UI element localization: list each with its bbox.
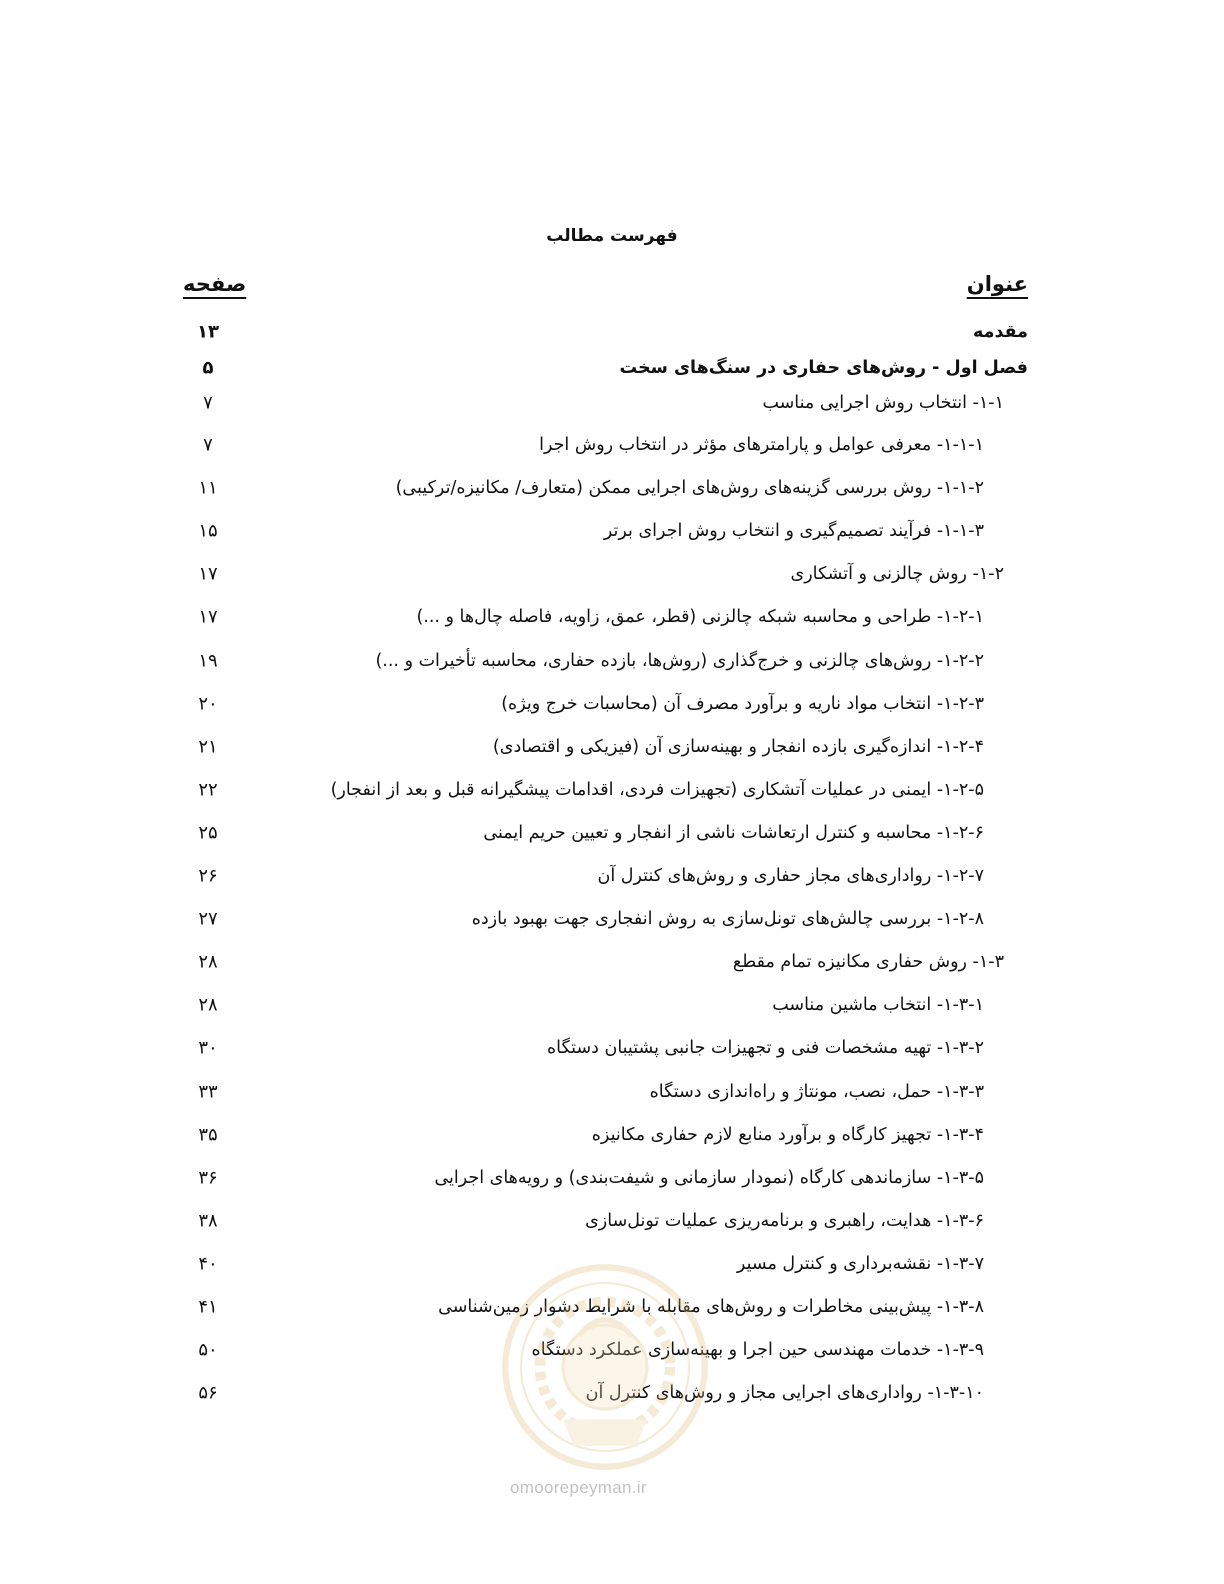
toc-entry (0, 644, 1224, 678)
toc-entry-page: ۴۰ (198, 1253, 218, 1275)
toc-entry-title: ۱-۱- انتخاب روش اجرایی مناسب (762, 393, 1004, 413)
toc-entry (0, 902, 1224, 936)
toc-entry-title: ۱-۲-۵- ایمنی در عملیات آتشکاری (تجهیزات فردی، اقدامات پیشگیرانه قبل و بعد از انفجار) (330, 779, 984, 800)
toc-entry-title: ۱-۳-۴- تجهیز کارگاه و برآورد منابع لازم حفاری مکانیزه (591, 1124, 984, 1145)
toc-entry-title: ۱-۲-۸- بررسی چالش‌های تونل‌سازی به روش انفجاری جهت بهبود بازده (471, 909, 984, 930)
toc-entry-page: ۳۶ (198, 1167, 218, 1189)
toc-entry-page: ۷ (203, 392, 213, 414)
toc-entry (0, 600, 1224, 634)
toc-entry-title: ۱-۲-۴- اندازه‌گیری بازده انفجار و بهینه‌سازی آن (فیزیکی و اقتصادی) (492, 736, 984, 757)
toc-entry-page: ۴۱ (198, 1296, 218, 1318)
toc-entry-title: ۱-۳-۹- خدمات مهندسی حین اجرا و بهینه‌سازی عملکرد دستگاه (531, 1340, 984, 1361)
toc-entry-title: ۱-۳-۵- سازماندهی کارگاه (نمودار سازمانی و شیفت‌بندی) و رویه‌های اجرایی (434, 1167, 984, 1188)
toc-entry (0, 351, 1224, 385)
watermark-seal-icon (500, 1262, 710, 1472)
toc-entry-title: ۱-۱-۱- معرفی عوامل و پارامترهای مؤثر در انتخاب روش اجرا (539, 435, 984, 455)
toc-entry-title: ۱-۱-۳- فرآیند تصمیم‌گیری و انتخاب روش اجرای برتر (603, 521, 984, 542)
toc-entry-title: ۱-۲-۲- روش‌های چالزنی و خرج‌گذاری (روش‌ها، بازده حفاری، محاسبه تأخیرات و ...) (375, 650, 984, 671)
toc-entry (0, 1075, 1224, 1109)
toc-entry-page: ۳۸ (198, 1210, 218, 1232)
toc-entry (0, 1031, 1224, 1065)
toc-entry-title: ۱-۲-۷- رواداری‌های مجاز حفاری و روش‌های کنترل آن (597, 866, 984, 886)
toc-entry-title: ۱-۳-۱- انتخاب ماشین مناسب (772, 995, 984, 1016)
toc-entry (0, 730, 1224, 764)
toc-entry (0, 1204, 1224, 1238)
toc-entry-page: ۱۵ (198, 520, 218, 542)
toc-entry-page: ۳۵ (198, 1124, 218, 1146)
toc-entry-page: ۲۷ (198, 908, 218, 930)
toc-entry-title: ۱-۲- روش چالزنی و آتشکاری (790, 564, 1004, 585)
toc-entry-page: ۲۶ (198, 865, 218, 887)
toc-entry-title: ۱-۳-۶- هدایت، راهبری و برنامه‌ریزی عملیات تونل‌سازی (585, 1210, 984, 1231)
toc-entry-title: فصل اول - روش‌های حفاری در سنگ‌های سخت (619, 358, 1028, 378)
toc-entry-title: ۱-۳-۲- تهیه مشخصات فنی و تجهیزات جانبی پشتیبان دستگاه (547, 1038, 984, 1059)
toc-entry-page: ۵۰ (198, 1339, 218, 1361)
toc-entry-title: ۱-۳-۸- پیش‌بینی مخاطرات و روش‌های مقابله با شرایط دشوار زمین‌شناسی (438, 1297, 984, 1317)
toc-entry-title: ۱-۱-۲- روش بررسی گزینه‌های روش‌های اجرایی ممکن (متعارف/ مکانیزه/ترکیبی) (395, 478, 984, 499)
toc-entry (0, 816, 1224, 850)
toc-entry (0, 988, 1224, 1022)
toc-entry-page: ۷ (203, 434, 213, 456)
toc-entry-page: ۲۸ (198, 994, 218, 1016)
toc-entry-page: ۵ (202, 357, 214, 379)
toc-entry-title: مقدمه (973, 322, 1028, 342)
toc-entry-page: ۳۰ (198, 1037, 218, 1059)
toc-entry (0, 1118, 1224, 1152)
toc-entry-page: ۳۳ (198, 1081, 218, 1102)
toc-entry-page: ۱۱ (198, 477, 218, 499)
toc-entry-page: ۱۷ (198, 606, 218, 628)
toc-entry (0, 1161, 1224, 1195)
toc-entry (0, 859, 1224, 893)
toc-entry-page: ۱۳ (197, 321, 219, 343)
toc-entry-page: ۱۷ (198, 563, 218, 585)
column-header-page: صفحه (183, 272, 247, 296)
toc-entry-title: ۱-۲-۳- انتخاب مواد ناریه و برآورد مصرف آن (محاسبات خرج ویژه) (501, 693, 984, 714)
column-header-topic: عنوان (966, 272, 1028, 296)
toc-entry-page: ۲۵ (198, 822, 218, 844)
toc-entry-page: ۲۲ (198, 779, 218, 801)
toc-entry-title: ۱-۳- روش حفاری مکانیزه تمام مقطع (732, 952, 1004, 973)
toc-entry (0, 557, 1224, 591)
watermark-site-label: omoorepeyman.ir (510, 1478, 647, 1497)
toc-entry (0, 945, 1224, 979)
toc-entry-title: ۱-۳-۱۰- رواداری‌های اجرایی مجاز و روش‌های کنترل آن (585, 1383, 984, 1404)
toc-entry-title: ۱-۳-۳- حمل، نصب، مونتاژ و راه‌اندازی دستگاه (649, 1081, 984, 1102)
toc-entry-page: ۲۰ (198, 693, 218, 715)
toc-entry (0, 428, 1224, 462)
toc-entry-page: ۱۹ (198, 650, 218, 671)
toc-entry (0, 315, 1224, 349)
toc-entry-title: ۱-۲-۱- طراحی و محاسبه شبکه چالزنی (قطر، عمق، زاویه، فاصله چال‌ها و ...) (416, 607, 984, 628)
toc-entry-title: ۱-۲-۶- محاسبه و کنترل ارتعاشات ناشی از انفجار و تعیین حریم ایمنی (483, 822, 984, 843)
toc-entry (0, 687, 1224, 721)
toc-entry-page: ۲۸ (198, 951, 218, 973)
toc-entry-page: ۵۶ (198, 1382, 218, 1404)
toc-entry-title: ۱-۳-۷- نقشه‌برداری و کنترل مسیر (736, 1253, 984, 1274)
toc-entry (0, 471, 1224, 505)
toc-entry (0, 773, 1224, 807)
toc-entry (0, 386, 1224, 420)
toc-entry (0, 514, 1224, 548)
toc-title: فهرست مطالب (546, 226, 678, 246)
toc-entry-page: ۲۱ (198, 736, 218, 758)
